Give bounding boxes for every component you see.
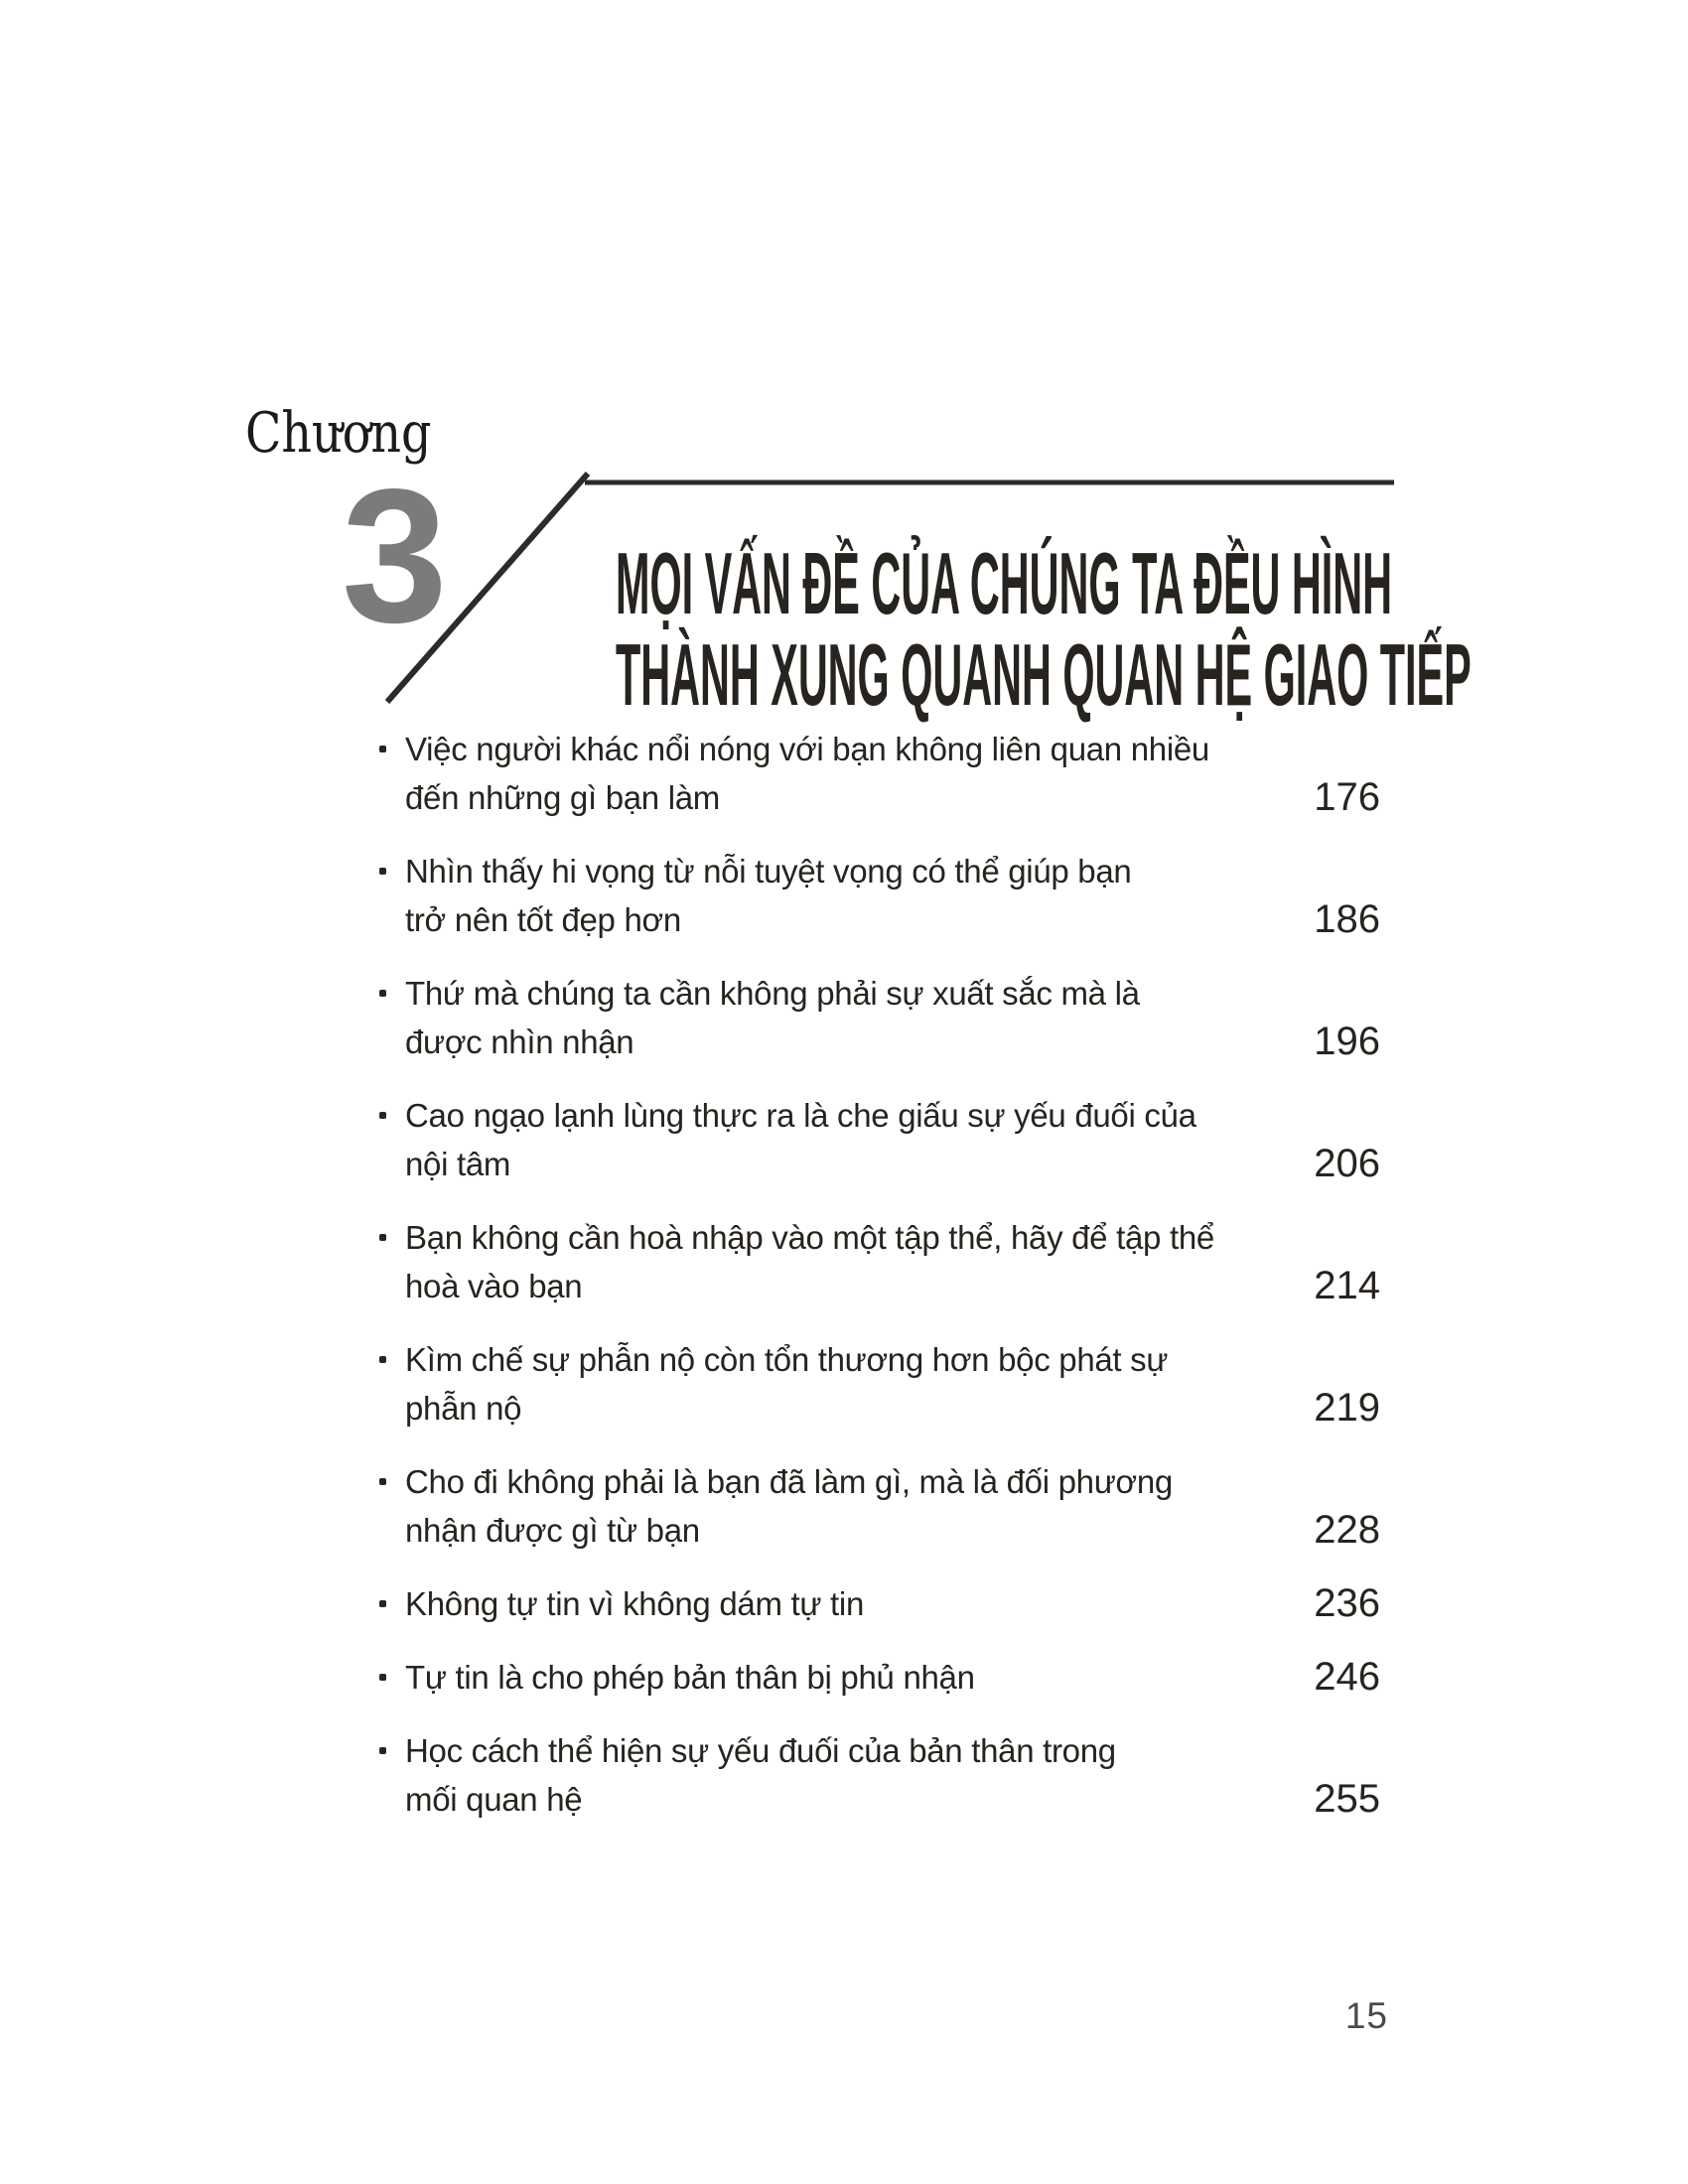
toc-entry — [379, 1457, 1380, 1555]
toc-line: Học cách thể hiện sự yếu đuối của bản thân trong — [405, 1732, 1116, 1769]
toc-line: hoà vào bạn — [405, 1268, 583, 1304]
toc-line: nội tâm — [405, 1146, 511, 1182]
header-slash-icon — [387, 474, 588, 702]
toc-line: được nhìn nhận — [405, 1024, 634, 1060]
bullet-icon — [379, 1234, 386, 1241]
toc-line: Cho đi không phải là bạn đã làm gì, mà là đối phương — [405, 1463, 1173, 1500]
toc-entry-title — [405, 725, 1251, 822]
bullet-icon — [379, 1478, 386, 1485]
toc-entry-page-number: 228 — [1314, 1508, 1380, 1552]
toc-entry — [379, 847, 1380, 944]
toc-entry-title — [405, 1213, 1251, 1310]
toc-entry-title — [405, 1457, 1251, 1555]
toc-line: mối quan hệ — [405, 1781, 583, 1818]
toc-entry — [379, 969, 1380, 1066]
toc-entry — [379, 1579, 1380, 1628]
chapter-title-line-1: MỌI VẤN ĐỀ CỦA CHÚNG TA ĐỀU HÌNH — [616, 534, 1393, 632]
bullet-icon — [379, 1747, 386, 1754]
toc-entry — [379, 1726, 1380, 1824]
chapter-title-line-2: THÀNH XUNG QUANH QUAN HỆ GIAO TIẾP — [616, 625, 1472, 724]
toc-line: Bạn không cần hoà nhập vào một tập thể, hãy để tập thể — [405, 1219, 1214, 1256]
bullet-icon — [379, 1112, 386, 1119]
bullet-icon — [379, 746, 386, 752]
toc-entry-title — [405, 1726, 1251, 1824]
toc-entry-page-number: 186 — [1314, 897, 1380, 941]
toc-entry-page-number: 196 — [1314, 1020, 1380, 1063]
toc-entry-title — [405, 1335, 1251, 1433]
toc-entry-title — [405, 969, 1251, 1066]
toc-entry-title — [405, 1579, 1251, 1628]
page-number: 15 — [1344, 1995, 1388, 2036]
toc-line: nhận được gì từ bạn — [405, 1512, 700, 1549]
toc-list — [379, 725, 1380, 1848]
bullet-icon — [379, 868, 386, 875]
toc-line: Thứ mà chúng ta cần không phải sự xuất sắc mà là — [405, 975, 1140, 1012]
toc-line: Kìm chế sự phẫn nộ còn tổn thương hơn bộc phát sự — [405, 1341, 1169, 1378]
toc-entry-title — [405, 847, 1251, 944]
toc-entry — [379, 1213, 1380, 1310]
bullet-icon — [379, 1600, 386, 1607]
toc-line: Cao ngạo lạnh lùng thực ra là che giấu sự yếu đuối của — [405, 1097, 1196, 1134]
toc-entry-page-number: 176 — [1314, 775, 1380, 819]
toc-line: đến những gì bạn làm — [405, 779, 720, 816]
toc-entry-title — [405, 1653, 1251, 1702]
toc-entry-page-number: 255 — [1314, 1777, 1380, 1821]
chapter-title — [616, 534, 1472, 724]
bullet-icon — [379, 1674, 386, 1681]
bullet-icon — [379, 990, 386, 997]
toc-entry-page-number: 246 — [1314, 1655, 1380, 1699]
toc-entry — [379, 1653, 1380, 1702]
toc-line: phẫn nộ — [405, 1390, 522, 1427]
toc-entry — [379, 1335, 1380, 1433]
toc-entry-page-number: 219 — [1314, 1386, 1380, 1430]
chapter-label: Chương — [245, 401, 432, 466]
toc-line: Không tự tin vì không dám tự tin — [405, 1585, 865, 1622]
chapter-number: 3 — [342, 449, 448, 662]
toc-entry — [379, 725, 1380, 822]
toc-line: trở nên tốt đẹp hơn — [405, 901, 681, 938]
toc-entry-title — [405, 1091, 1251, 1188]
toc-line: Việc người khác nổi nóng với bạn không liên quan nhiều — [405, 731, 1209, 767]
toc-entry-page-number: 206 — [1314, 1142, 1380, 1185]
toc-line: Tự tin là cho phép bản thân bị phủ nhận — [405, 1659, 975, 1696]
toc-line: Nhìn thấy hi vọng từ nỗi tuyệt vọng có thể giúp bạn — [405, 853, 1132, 889]
toc-entry — [379, 1091, 1380, 1188]
bullet-icon — [379, 1356, 386, 1363]
toc-entry-page-number: 236 — [1314, 1581, 1380, 1625]
toc-entry-page-number: 214 — [1314, 1264, 1380, 1307]
